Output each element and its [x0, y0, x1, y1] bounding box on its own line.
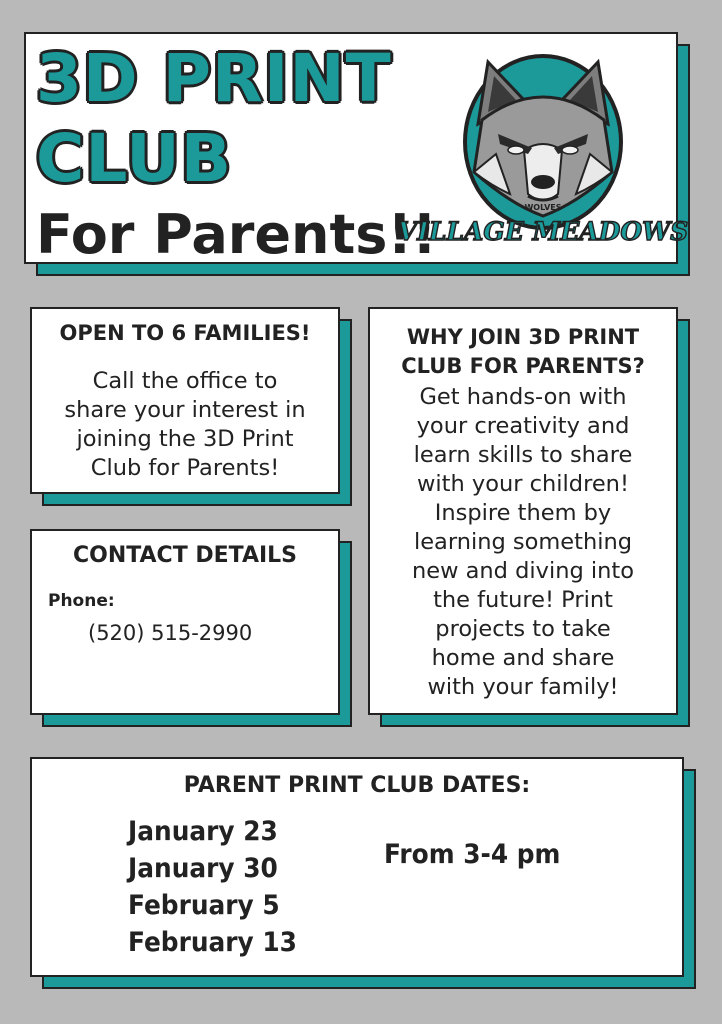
- open-card-line: Club for Parents!: [90, 455, 280, 481]
- header-card: [24, 32, 689, 266]
- why-card-line: the future! Print: [433, 587, 613, 613]
- why-card-title-line: WHY JOIN 3D PRINT: [406, 325, 640, 349]
- contact-card-panel: [30, 529, 340, 715]
- open-card-line: share your interest in: [64, 397, 306, 423]
- date-item: January 30: [128, 853, 278, 884]
- phone-number: (520) 515-2990: [88, 621, 253, 645]
- time-range: From 3-4 pm: [384, 839, 561, 870]
- open-card-line: joining the 3D Print: [76, 426, 294, 452]
- date-item: February 5: [128, 890, 280, 921]
- why-card-line: your creativity and: [416, 413, 630, 439]
- title-line-2: CLUB: [36, 120, 233, 197]
- why-card-line: projects to take: [435, 616, 611, 642]
- open-card-title: OPEN TO 6 FAMILIES!: [59, 321, 311, 345]
- why-card-line: learn skills to share: [413, 442, 633, 468]
- header-card-panel: [24, 32, 689, 266]
- contact-card: [30, 529, 340, 715]
- subtitle: For Parents!!: [36, 203, 437, 266]
- why-card-title: [370, 323, 676, 381]
- why-card-line: learning something: [413, 529, 633, 555]
- why-card-line: Get hands-on with: [419, 384, 627, 410]
- open-card-panel: [30, 307, 340, 494]
- dates-card-panel: [30, 757, 684, 977]
- why-card-title-line: CLUB FOR PARENTS?: [401, 354, 645, 378]
- why-card-panel: [368, 307, 678, 715]
- phone-label: Phone:: [48, 591, 115, 611]
- open-card-body: [40, 367, 330, 483]
- date-item: January 23: [128, 816, 278, 847]
- logo-banner-text: VILLAGE MEADOWS: [397, 217, 689, 246]
- wolf-mascot-icon: [397, 54, 689, 250]
- logo-top-text: WOLVES: [524, 203, 562, 212]
- why-card-line: new and diving into: [411, 558, 635, 584]
- title-line-1: 3D PRINT: [36, 40, 392, 117]
- date-list: [128, 813, 312, 961]
- contact-card-title: CONTACT DETAILS: [72, 543, 298, 568]
- date-item: February 13: [128, 927, 297, 958]
- open-card-line: Call the office to: [92, 368, 278, 394]
- open-card: [30, 307, 340, 494]
- dates-card: [30, 757, 684, 977]
- dates-card-title: PARENT PRINT CLUB DATES:: [183, 773, 531, 798]
- why-card-line: Inspire them by: [434, 500, 612, 526]
- why-card-body: [378, 383, 668, 702]
- why-card-line: home and share: [431, 645, 615, 671]
- why-card-line: with your family!: [427, 674, 619, 700]
- why-card: [368, 307, 678, 715]
- why-card-line: with your children!: [417, 471, 629, 497]
